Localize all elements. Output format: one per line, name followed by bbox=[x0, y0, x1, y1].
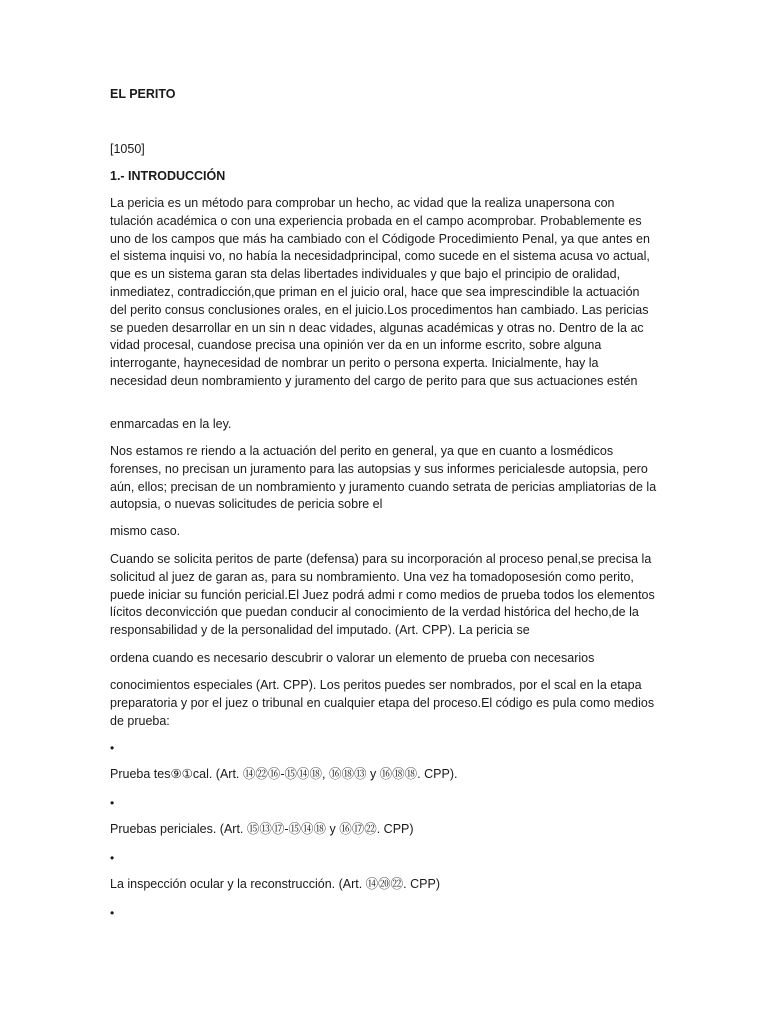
paragraph-intro-end: enmarcadas en la ley. bbox=[110, 417, 232, 431]
bullet-marker: • bbox=[110, 906, 115, 920]
section-heading: 1.- INTRODUCCIÓN bbox=[110, 169, 226, 183]
paragraph-forenses-end: mismo caso. bbox=[110, 524, 181, 538]
bullet-marker: • bbox=[110, 741, 115, 755]
paragraph-intro: La pericia es un método para comprobar un hecho, ac vidad que la realiza unapersona con tulación académica o con una experiencia probada en el campo acomprobar. Probablemente es uno de los campos que más ha cambiado con el Códigode Procedimiento Penal, ya que antes en el sistema inquisi vo, no había la necesidadprincipal, como sucede en el sistema acusa vo actual, que es un sistema garan sta delas libertades individuales y que bajo el principio de oralidad, inmediatez, contradicción,que priman en el juicio oral, hace que sea imprescindible la actuación del perito consus conclusiones orales, en el juicio.Los procedimentos han cambiado. Las pericias se pueden desarrollar en un sin n deac vidades, algunas académicas y otras no. Dentro de la ac vidad procesal, cuandose precisa una opinión ver da en un informe escrito, sobre alguna interrogante, haynecesidad de nombrar un perito o persona experta. Inicialmente, hay la necesidad deun nombramiento y juramento del cargo de perito para que sus actuaciones estén bbox=[110, 196, 650, 388]
reference-number: [1050] bbox=[110, 142, 145, 156]
paragraph-ordena: ordena cuando es necesario descubrir o valorar un elemento de prueba con necesarios bbox=[110, 651, 595, 665]
paragraph-peritos-parte: Cuando se solicita peritos de parte (defensa) para su incorporación al proceso penal,se precisa la solicitud al juez de garan as, para su nombramiento. Una vez ha tomadoposesión como perito, puede iniciar su función pericial.El Juez podrá admi r como medios de prueba todos los elementos lícitos deconvicción que puedan conducir al conocimiento de la verdad histórica del hecho,de la responsabilidad y de la personalidad del imputado. (Art. CPP). La pericia se bbox=[110, 552, 655, 638]
list-item: Prueba tes⑨①cal. (Art. ⑭㉒⑯-⑮⑭⑱, ⑯⑱⑬ y ⑯⑱⑱. CPP). bbox=[110, 767, 458, 781]
document-title: EL PERITO bbox=[110, 87, 176, 101]
paragraph-conocimientos: conocimientos especiales (Art. CPP). Los peritos puedes ser nombrados, por el scal en la etapa preparatoria y por el juez o tribunal en cualquier etapa del proceso.El código es pula como medios de prueba: bbox=[110, 678, 655, 728]
paragraph-forenses: Nos estamos re riendo a la actuación del perito en general, ya que en cuanto a losmédicos forenses, no precisan un juramento para las autopsias y sus informes pericialesde autopsia, pero aún, ellos; precisan de un nombramiento y juramento cuando setrata de pericias ampliatorias de la autopsia, o nuevas solicitudes de pericia sobre el bbox=[110, 444, 657, 512]
bullet-marker: • bbox=[110, 796, 115, 810]
list-item: Pruebas periciales. (Art. ⑮⑬⑰-⑮⑭⑱ y ⑯⑰㉒. CPP) bbox=[110, 822, 414, 836]
list-item: La inspección ocular y la reconstrucción. (Art. ⑭⑳㉒. CPP) bbox=[110, 877, 440, 891]
bullet-marker: • bbox=[110, 851, 115, 865]
